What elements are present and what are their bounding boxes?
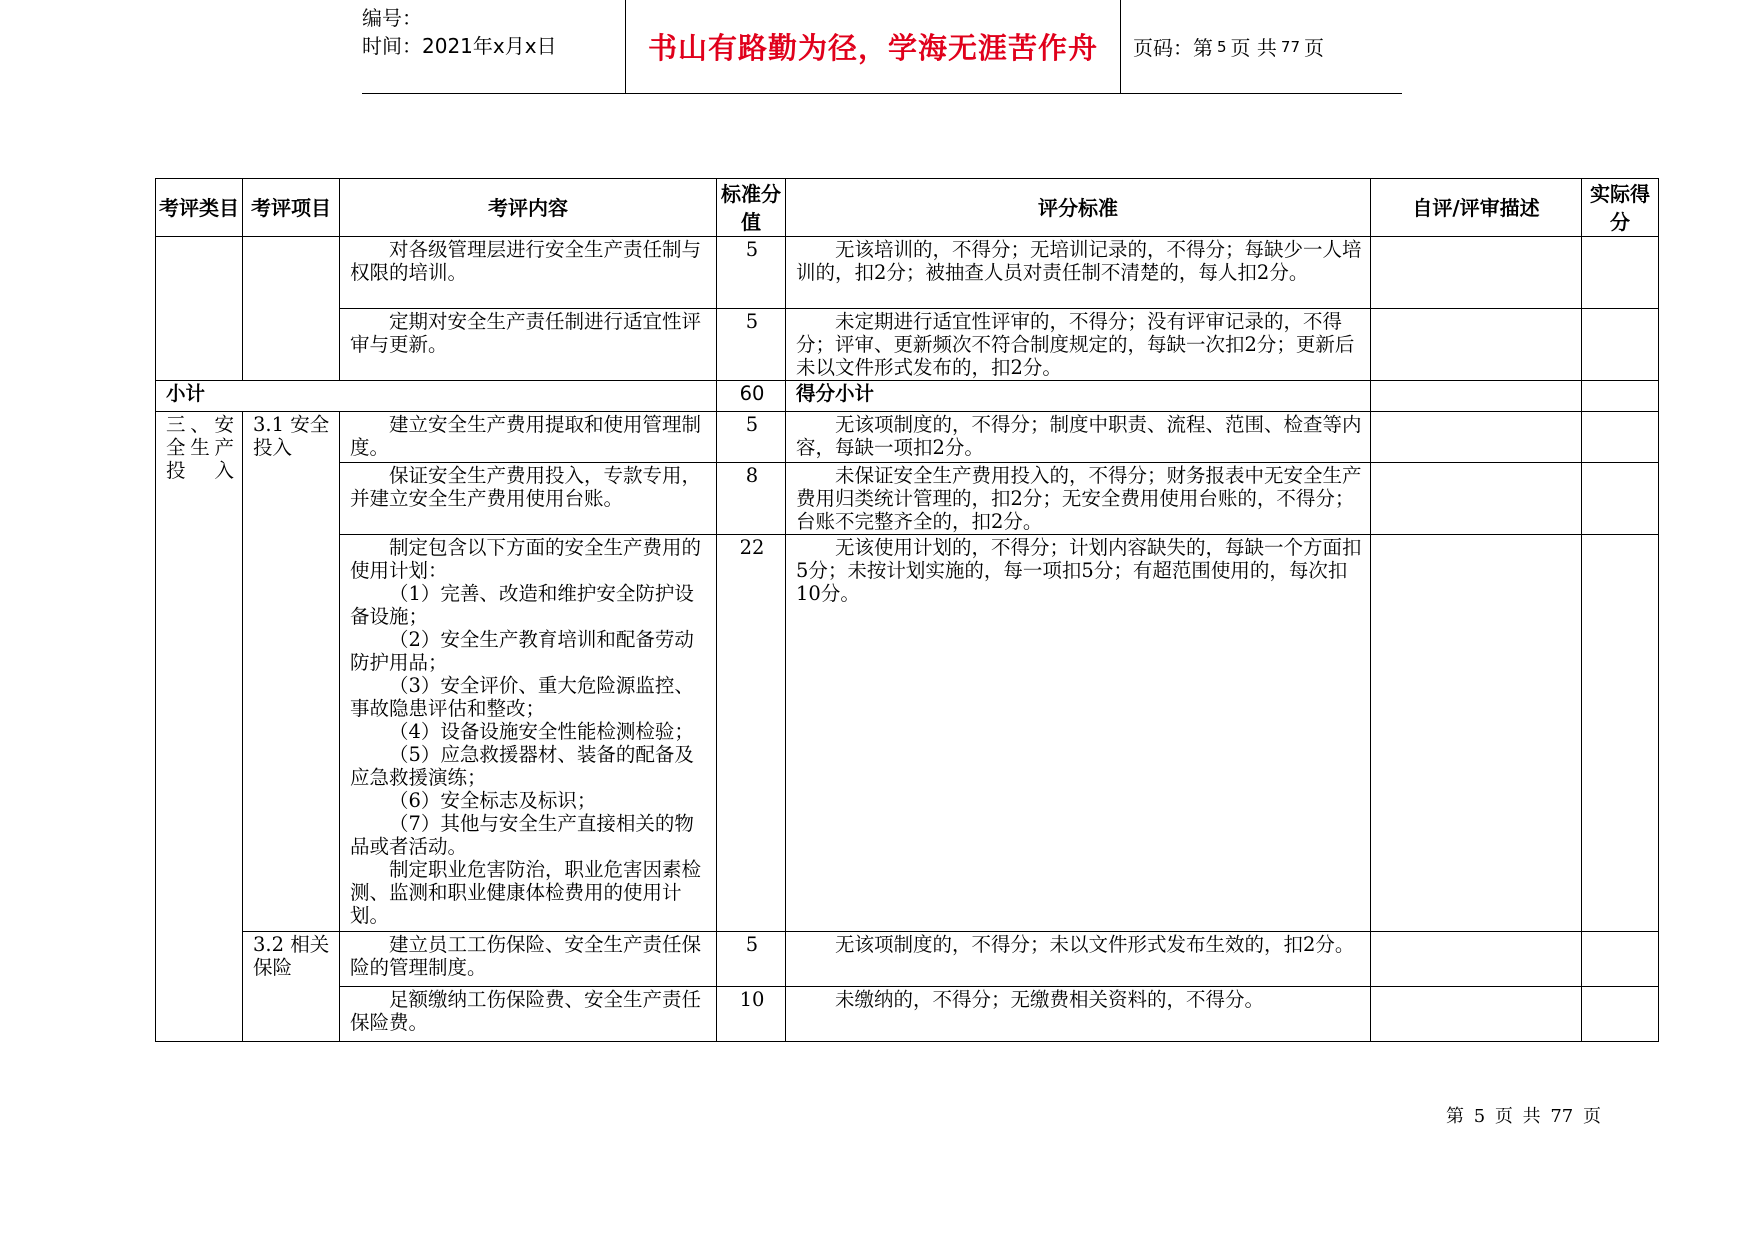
self-eval-cell[interactable] [1371,535,1582,932]
actual-score-cell[interactable] [1582,381,1659,412]
subtotal-row [156,381,1659,412]
content-line: （6）安全标志及标识； [389,789,597,812]
subtotal-criteria-label: 得分小计 [786,381,1371,412]
col-header-criteria: 评分标准 [786,179,1371,237]
category-cell-empty [156,237,243,381]
subtotal-value: 60 [717,381,786,412]
table-row [156,987,1659,1042]
content-cell: 对各级管理层进行安全生产责任制与权限的培训。 [340,237,717,309]
criteria-cell: 未缴纳的，不得分；无缴费相关资料的，不得分。 [786,987,1371,1042]
actual-score-cell[interactable] [1582,463,1659,535]
table-row [156,237,1659,309]
content-cell: 定期对安全生产责任制进行适宜性评审与更新。 [340,309,717,381]
col-header-item: 考评项目 [243,179,340,237]
actual-score-cell[interactable] [1582,237,1659,309]
score-cell: 5 [717,932,786,987]
actual-score-cell[interactable] [1582,412,1659,463]
actual-score-cell[interactable] [1582,987,1659,1042]
content-line: 制定包含以下方面的安全生产费用的使用计划： [350,536,702,582]
self-eval-cell[interactable] [1371,381,1582,412]
document-date: 时间：2021年x月x日 [362,34,557,58]
table-row [156,535,1659,932]
content-line: （4）设备设施安全性能检测检验； [389,720,694,743]
content-cell: 建立安全生产费用提取和使用管理制度。 [340,412,717,463]
page-label-prefix: 页码：第 [1133,36,1213,60]
actual-score-cell[interactable] [1582,309,1659,381]
item-cell: 3.1 安全投入 [243,412,340,932]
content-cell: 建立员工工伤保险、安全生产责任保险的管理制度。 [340,932,717,987]
criteria-cell: 无该项制度的，不得分；制度中职责、流程、范围、检查等内容，每缺一项扣2分。 [786,412,1371,463]
actual-score-cell[interactable] [1582,535,1659,932]
evaluation-table [155,178,1659,1042]
score-cell: 22 [717,535,786,932]
col-header-content: 考评内容 [340,179,717,237]
score-cell: 5 [717,412,786,463]
col-header-actual: 实际得分 [1582,179,1659,237]
score-cell: 10 [717,987,786,1042]
criteria-cell: 未保证安全生产费用投入的，不得分；财务报表中无安全生产费用归类统计管理的，扣2分；无安全费用使用台账的，不得分；台账不完整齐全的，扣2分。 [786,463,1371,535]
table-row [156,412,1659,463]
col-header-self-eval: 自评/评审描述 [1371,179,1582,237]
item-cell-empty [243,237,340,381]
table-row [156,309,1659,381]
criteria-cell: 无该使用计划的，不得分；计划内容缺失的，每缺一个方面扣5分；未按计划实施的，每一项扣5分；有超范围使用的，每次扣10分。 [786,535,1371,932]
header-meta [362,0,626,93]
content-line: （2）安全生产教育培训和配备劳动防护用品； [350,628,694,674]
content-cell: 保证安全生产费用投入，专款专用，并建立安全生产费用使用台账。 [340,463,717,535]
self-eval-cell[interactable] [1371,987,1582,1042]
actual-score-cell[interactable] [1582,932,1659,987]
content-line: （5）应急救援器材、装备的配备及应急救援演练； [350,743,694,789]
score-cell: 8 [717,463,786,535]
subtotal-label: 小计 [156,381,717,412]
self-eval-cell[interactable] [1371,932,1582,987]
table-row [156,932,1659,987]
content-line: （3）安全评价、重大危险源监控、事故隐患评估和整改； [350,674,694,720]
table-header-row [156,179,1659,237]
content-line: （7）其他与安全生产直接相关的物品或者活动。 [350,812,694,858]
col-header-score-std: 标准分值 [717,179,786,237]
document-number-label: 编号： [362,6,422,30]
score-cell: 5 [717,237,786,309]
content-line: 制定职业危害防治，职业危害因素检测、监测和职业健康体检费用的使用计划。 [350,858,702,927]
page-label-suffix: 页 [1304,36,1324,60]
table-row [156,463,1659,535]
header-motto: 书山有路勤为径，学海无涯苦作舟 [647,31,1098,65]
col-header-category: 考评类目 [156,179,243,237]
page-header [362,0,1402,94]
score-cell: 5 [717,309,786,381]
page-footer: 第 5 页 共 77 页 [1446,1106,1601,1127]
criteria-cell: 无该培训的，不得分；无培训记录的，不得分；每缺少一人培训的，扣2分；被抽查人员对责任制不清楚的，每人扣2分。 [786,237,1371,309]
page-current: 5 [1217,37,1227,56]
content-cell [340,535,717,932]
page-total: 77 [1280,37,1300,56]
header-page-info [1121,0,1402,93]
self-eval-cell[interactable] [1371,237,1582,309]
item-cell: 3.2 相关保险 [243,932,340,1042]
self-eval-cell[interactable] [1371,463,1582,535]
category-cell: 三、安全生产投入 [156,412,243,1042]
content-cell: 足额缴纳工伤保险费、安全生产责任保险费。 [340,987,717,1042]
self-eval-cell[interactable] [1371,309,1582,381]
criteria-cell: 无该项制度的，不得分；未以文件形式发布生效的，扣2分。 [786,932,1371,987]
page-label-middle: 页 共 [1230,36,1277,60]
header-motto-cell [626,0,1121,93]
content-line: （1）完善、改造和维护安全防护设备设施； [350,582,694,628]
self-eval-cell[interactable] [1371,412,1582,463]
criteria-cell: 未定期进行适宜性评审的，不得分；没有评审记录的，不得分；评审、更新频次不符合制度规定的，每缺一次扣2分；更新后未以文件形式发布的，扣2分。 [786,309,1371,381]
